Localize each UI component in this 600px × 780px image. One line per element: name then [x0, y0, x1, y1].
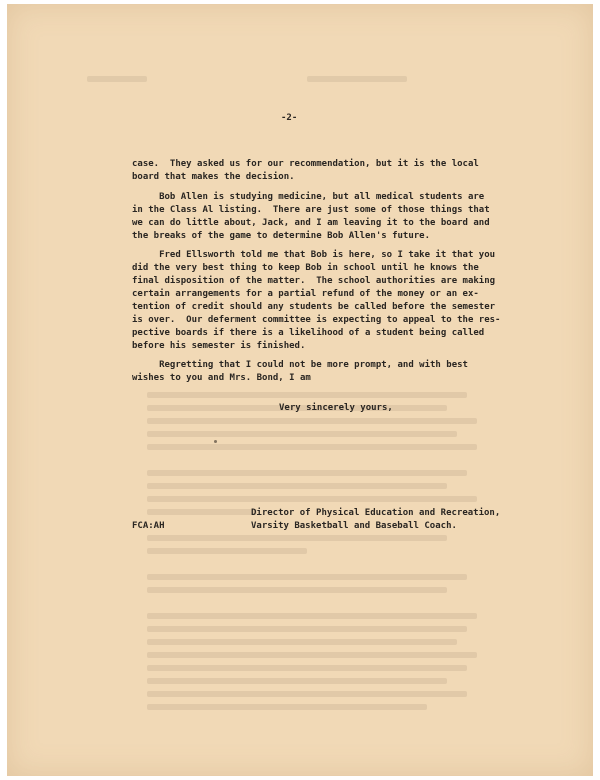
page-number: -2-: [281, 113, 298, 123]
reference-initials: FCA:AH: [132, 521, 165, 531]
bleed-through-text: [7, 4, 593, 776]
paragraph-1: case. They asked us for our recommendation, but it is the local board that makes the decision.: [132, 159, 479, 182]
complimentary-close: Very sincerely yours,: [279, 403, 393, 413]
paragraph-3: Fred Ellsworth told me that Bob is here, so I take it that you did the very best thing to keep Bob in school until he knows the final disposition of the matter. The school authorities are making certain arrangements for a partial refund of the money or an ex- tention of credit should any students be called before the semester is over. Our deferment committee is expecting to appeal to the res- pective boards if there is a likelihood of a student being called before his semester is finished.: [132, 250, 501, 351]
signature-title: Director of Physical Education and Recreation, Varsity Basketball and Baseball Coach.: [251, 508, 501, 531]
paragraph-2: Bob Allen is studying medicine, but all medical students are in the Class Al listing. There are just some of those things that we can do little about, Jack, and I am leaving it to the board and the breaks of the game to determine Bob Allen's future.: [132, 192, 490, 241]
letter-page: [7, 4, 593, 776]
ink-speck: [214, 440, 217, 443]
paragraph-4: Regretting that I could not be more prompt, and with best wishes to you and Mrs. Bond, I am: [132, 360, 468, 383]
